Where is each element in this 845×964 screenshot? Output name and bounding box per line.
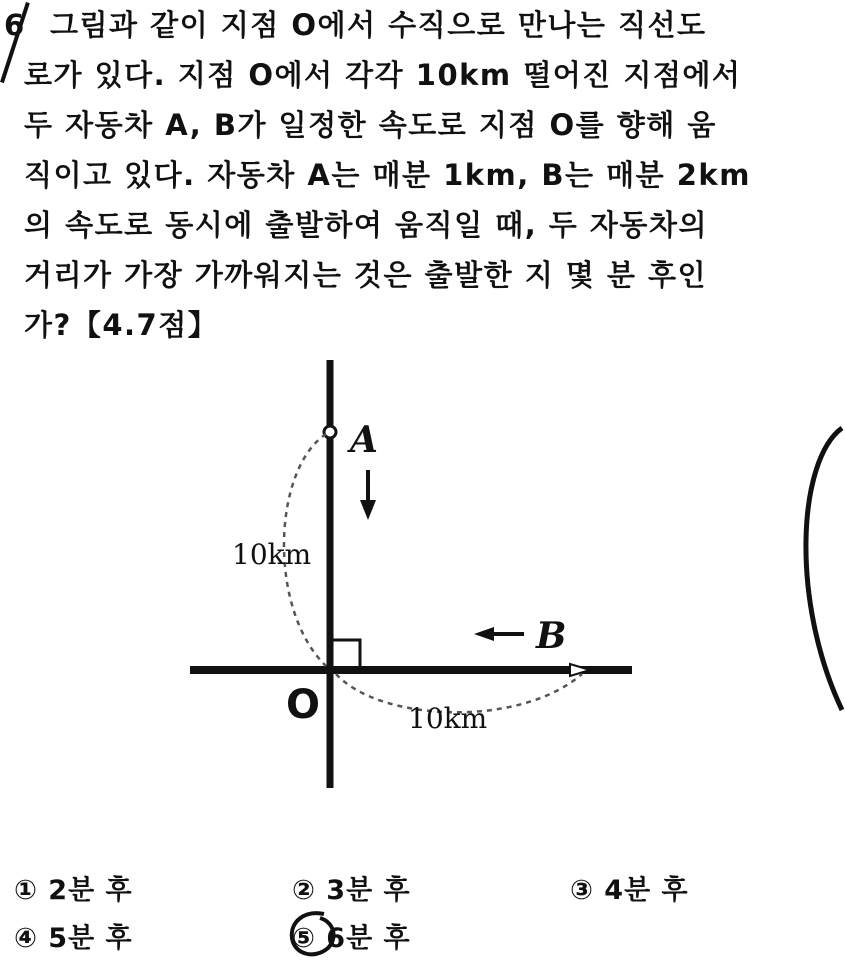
problem-line-6: 거리가 가장 가까워지는 것은 출발한 지 몇 분 후인 xyxy=(24,258,708,292)
problem-line-4: 직이고 있다. 자동차 A는 매분 1km, B는 매분 2km xyxy=(24,158,751,192)
handwritten-circle-mark xyxy=(284,908,344,964)
choice-3-text: 4분 후 xyxy=(604,875,689,906)
choice-2[interactable] xyxy=(292,868,411,907)
label-vertical-distance: 10km xyxy=(232,538,312,571)
label-horizontal-distance: 10km xyxy=(408,702,488,735)
choice-1-mark: ① xyxy=(14,875,38,906)
choice-5-text: 6분 후 xyxy=(326,923,411,954)
choice-4-mark: ④ xyxy=(14,923,38,954)
arrow-left-icon xyxy=(474,627,494,641)
choice-3[interactable] xyxy=(570,868,689,907)
choice-2-mark: ② xyxy=(292,875,316,906)
choice-1[interactable] xyxy=(14,868,133,907)
problem-line-2: 로가 있다. 지점 O에서 각각 10km 떨어진 지점에서 xyxy=(24,58,742,92)
choice-5-mark: ⑤ xyxy=(292,923,316,954)
problem-line-7: 가?【4.7점】 xyxy=(24,308,219,342)
label-o: O xyxy=(286,682,321,728)
choice-2-text: 3분 후 xyxy=(326,875,411,906)
choice-4-text: 5분 후 xyxy=(48,923,133,954)
margin-arc-decoration xyxy=(790,420,845,720)
problem-number: 6 xyxy=(4,8,26,42)
problem-line-3: 두 자동차 A, B가 일정한 속도로 지점 O를 향해 움 xyxy=(24,108,717,142)
choice-4[interactable] xyxy=(14,916,133,955)
point-a xyxy=(324,426,336,438)
problem-line-1: 그림과 같이 지점 O에서 수직으로 만나는 직선도 xyxy=(50,8,707,42)
right-angle-mark xyxy=(333,640,360,667)
choice-1-text: 2분 후 xyxy=(48,875,133,906)
problem-line-5: 의 속도로 동시에 출발하여 움직일 때, 두 자동차의 xyxy=(24,208,708,242)
road-diagram xyxy=(0,340,845,840)
label-a: A xyxy=(350,419,378,461)
label-b: B xyxy=(536,615,567,657)
arrow-down-icon xyxy=(360,500,376,520)
choice-3-mark: ③ xyxy=(570,875,594,906)
